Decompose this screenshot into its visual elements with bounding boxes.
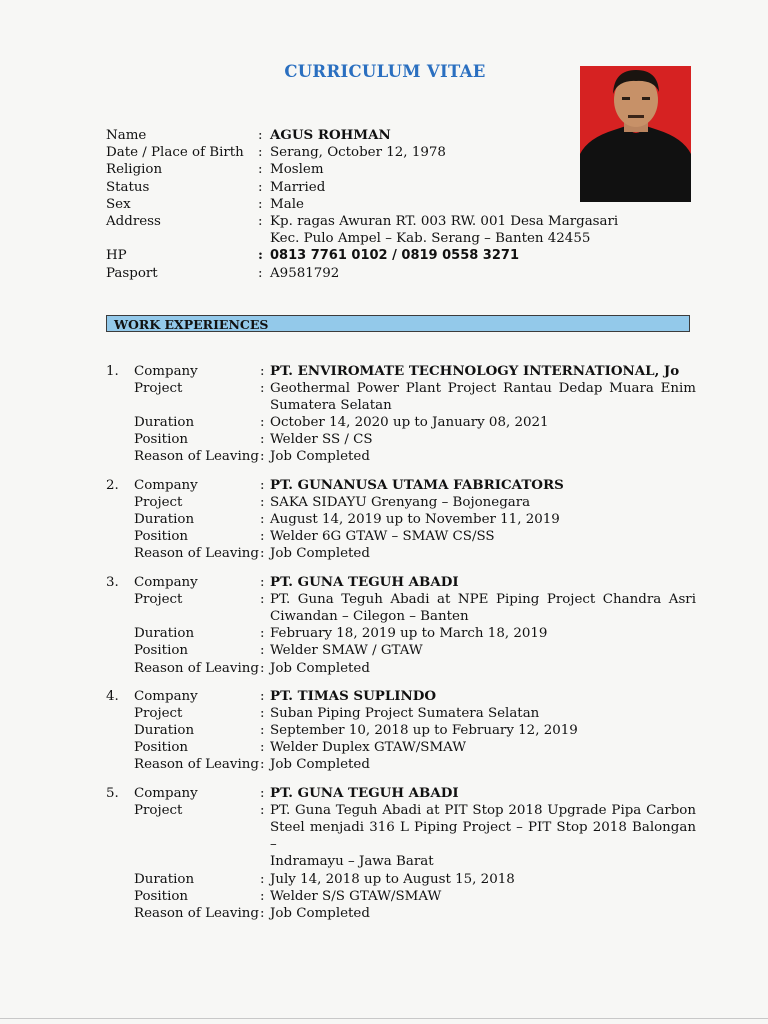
job-number [106, 756, 134, 773]
job-duration-row [106, 414, 696, 431]
name-value: AGUS ROHMAN [270, 127, 391, 143]
job-duration-label: Duration [134, 626, 195, 642]
personal-row-birth [106, 144, 706, 161]
colon: : [260, 495, 265, 511]
personal-row-sex [106, 196, 706, 213]
job-duration-value: October 14, 2020 up to January 08, 2021 [270, 415, 549, 431]
job-reason-row [106, 448, 696, 465]
job-company-label: Company [134, 575, 198, 591]
job-reason-row [106, 660, 696, 677]
job-duration-row [106, 871, 696, 888]
colon: : [260, 592, 265, 608]
job-number [106, 660, 134, 677]
name-label: Name [106, 128, 147, 143]
job-number: 2. [106, 478, 119, 494]
colon: : [260, 643, 265, 659]
colon [260, 819, 270, 853]
job-project-row [106, 608, 696, 625]
job-company-label: Company [134, 364, 198, 379]
job-position-label: Position [134, 529, 189, 545]
job-position-value: Welder SS / CS [270, 432, 373, 448]
colon: : [258, 162, 263, 178]
personal-row-passport [106, 265, 706, 282]
job-reason-value: Job Completed [270, 449, 370, 465]
address-value: Kp. ragas Awuran RT. 003 RW. 001 Desa Margasari [270, 214, 619, 230]
colon: : [260, 660, 265, 676]
job-entry [106, 574, 696, 677]
job-number [106, 448, 134, 465]
job-project-label [134, 853, 260, 870]
job-reason-label: Reason of Leaving [134, 757, 259, 773]
job-duration-value: August 14, 2019 up to November 11, 2019 [270, 512, 560, 528]
colon: : [258, 179, 263, 195]
colon [260, 608, 270, 625]
job-project-value: Geothermal Power Plant Project Rantau Dedap Muara Enim [270, 381, 696, 397]
colon: : [258, 214, 263, 230]
job-number: 1. [106, 364, 119, 379]
job-position-value: Welder SMAW / GTAW [270, 643, 423, 659]
job-number [106, 414, 134, 431]
colon: : [260, 803, 265, 819]
job-company-value: PT. TIMAS SUPLINDO [270, 688, 437, 705]
job-reason-label: Reason of Leaving [134, 660, 259, 676]
job-company-label: Company [134, 786, 198, 802]
job-position-value: Welder 6G GTAW – SMAW CS/SS [270, 529, 495, 545]
colon: : [260, 723, 265, 739]
job-project-row [106, 853, 696, 870]
job-project-label: Project [134, 592, 183, 608]
document-title: CURRICULUM VITAE [284, 62, 486, 81]
colon: : [260, 449, 265, 465]
job-reason-value: Job Completed [270, 546, 370, 562]
job-project-row [106, 380, 696, 397]
colon [260, 853, 270, 870]
job-number [106, 431, 134, 448]
sex-label: Sex [106, 196, 131, 212]
colon: : [260, 871, 265, 887]
job-company-row [106, 688, 696, 705]
job-project-row [106, 397, 696, 414]
colon: : [260, 432, 265, 448]
job-entry [106, 688, 696, 773]
work-experiences-header: WORK EXPERIENCES [106, 315, 690, 332]
job-project-label [134, 397, 260, 414]
colon: : [260, 415, 265, 431]
job-position-label: Position [134, 888, 189, 904]
personal-row-hp [106, 247, 706, 264]
job-position-row [106, 528, 696, 545]
job-project-value: Sumatera Selatan [270, 398, 392, 414]
job-duration-value: September 10, 2018 up to February 12, 2019 [270, 723, 578, 739]
job-project-label: Project [134, 803, 183, 819]
colon: : [258, 128, 263, 143]
colon: : [258, 145, 263, 161]
job-project-label [134, 608, 260, 625]
sex-value: Male [270, 196, 304, 212]
job-number [106, 871, 134, 888]
job-number [106, 642, 134, 659]
hp-value: 0813 7761 0102 / 0819 0558 3271 [270, 248, 519, 264]
job-number [106, 545, 134, 562]
job-number [106, 905, 134, 922]
colon: : [260, 626, 265, 642]
religion-label: Religion [106, 162, 163, 178]
job-project-row [106, 494, 696, 511]
colon [260, 397, 270, 414]
address-label: Address [106, 214, 161, 230]
job-duration-label: Duration [134, 723, 195, 739]
job-reason-value: Job Completed [270, 660, 370, 676]
job-company-value: PT. GUNA TEGUH ABADI [270, 574, 459, 591]
job-project-row [106, 591, 696, 608]
job-project-label: Project [134, 381, 183, 397]
job-number [106, 705, 134, 722]
job-reason-value: Job Completed [270, 905, 370, 921]
job-number [106, 380, 134, 397]
page-edge-divider [0, 1018, 768, 1019]
colon: : [258, 265, 263, 281]
job-number [106, 528, 134, 545]
job-number [106, 888, 134, 905]
job-company-value: PT. GUNANUSA UTAMA FABRICATORS [270, 477, 564, 494]
job-reason-row [106, 756, 696, 773]
job-position-value: Welder Duplex GTAW/SMAW [270, 740, 467, 756]
job-number [106, 397, 134, 414]
job-company-value: PT. ENVIROMATE TECHNOLOGY INTERNATIONAL, Jo [270, 363, 680, 379]
colon: : [260, 478, 265, 494]
job-project-value: Ciwandan – Cilegon – Banten [270, 609, 469, 625]
job-duration-value: February 18, 2019 up to March 18, 2019 [270, 626, 548, 642]
job-duration-label: Duration [134, 415, 195, 431]
job-entry [106, 477, 696, 562]
colon: : [260, 381, 265, 397]
hp-label: HP [106, 248, 127, 264]
job-project-value: Indramayu – Jawa Barat [270, 854, 434, 870]
job-number [106, 511, 134, 528]
personal-row-name [106, 127, 706, 144]
job-company-row [106, 785, 696, 802]
personal-row-religion [106, 161, 706, 178]
job-project-row [106, 705, 696, 722]
job-position-value: Welder S/S GTAW/SMAW [270, 888, 442, 904]
personal-row-address-line2 [106, 230, 706, 247]
status-label: Status [106, 179, 150, 195]
job-company-value: PT. GUNA TEGUH ABADI [270, 785, 459, 802]
colon: : [260, 512, 265, 528]
colon: : [258, 247, 263, 264]
colon: : [260, 689, 265, 705]
job-position-row [106, 431, 696, 448]
job-company-label: Company [134, 689, 198, 705]
job-duration-row [106, 722, 696, 739]
birth-value: Serang, October 12, 1978 [270, 145, 446, 161]
address-value-line2: Kec. Pulo Ampel – Kab. Serang – Banten 42455 [270, 231, 591, 247]
job-number [106, 739, 134, 756]
colon: : [260, 364, 265, 379]
colon: : [260, 740, 265, 756]
job-project-row [106, 819, 696, 853]
job-position-row [106, 739, 696, 756]
job-reason-label: Reason of Leaving [134, 905, 259, 921]
job-duration-row [106, 625, 696, 642]
job-number: 4. [106, 689, 119, 705]
job-number [106, 625, 134, 642]
job-entry [106, 785, 696, 922]
work-experience-list [106, 363, 696, 933]
personal-info [106, 127, 706, 282]
colon: : [258, 196, 263, 212]
job-number [106, 802, 134, 819]
job-company-row [106, 574, 696, 591]
job-project-value: Steel menjadi 316 L Piping Project – PIT Stop 2018 Balongan – [270, 820, 696, 853]
colon: : [260, 575, 265, 591]
job-project-label: Project [134, 706, 183, 722]
job-number [106, 591, 134, 608]
job-company-row [106, 477, 696, 494]
colon: : [260, 546, 265, 562]
job-position-row [106, 642, 696, 659]
colon: : [260, 757, 265, 773]
job-project-label: Project [134, 495, 183, 511]
colon: : [260, 529, 265, 545]
job-number: 3. [106, 575, 119, 591]
job-reason-row [106, 905, 696, 922]
job-position-label: Position [134, 432, 189, 448]
job-number [106, 722, 134, 739]
job-project-row [106, 802, 696, 819]
job-number [106, 819, 134, 853]
colon: : [260, 786, 265, 802]
job-project-value: Suban Piping Project Sumatera Selatan [270, 706, 540, 722]
job-duration-label: Duration [134, 512, 195, 528]
job-company-label: Company [134, 478, 198, 494]
birth-label: Date / Place of Birth [106, 145, 244, 161]
job-reason-value: Job Completed [270, 757, 370, 773]
job-reason-label: Reason of Leaving [134, 546, 259, 562]
job-project-value: SAKA SIDAYU Grenyang – Bojonegara [270, 495, 531, 511]
job-duration-value: July 14, 2018 up to August 15, 2018 [270, 871, 515, 887]
passport-value: A9581792 [270, 265, 340, 281]
job-number [106, 494, 134, 511]
personal-row-status [106, 179, 706, 196]
job-position-label: Position [134, 740, 189, 756]
job-duration-row [106, 511, 696, 528]
job-company-row [106, 363, 696, 380]
colon: : [260, 888, 265, 904]
job-project-value: PT. Guna Teguh Abadi at PIT Stop 2018 Upgrade Pipa Carbon [270, 803, 696, 819]
job-project-value: PT. Guna Teguh Abadi at NPE Piping Project Chandra Asri [270, 592, 696, 608]
job-duration-label: Duration [134, 871, 195, 887]
job-number [106, 608, 134, 625]
religion-value: Moslem [270, 162, 324, 178]
job-reason-row [106, 545, 696, 562]
colon: : [260, 706, 265, 722]
passport-label: Pasport [106, 265, 158, 281]
status-value: Married [270, 179, 326, 195]
job-entry [106, 363, 696, 466]
job-position-label: Position [134, 643, 189, 659]
personal-row-address [106, 213, 706, 230]
colon: : [260, 905, 265, 921]
job-number: 5. [106, 786, 119, 802]
job-number [106, 853, 134, 870]
job-position-row [106, 888, 696, 905]
job-reason-label: Reason of Leaving [134, 449, 259, 465]
job-project-label [134, 819, 260, 853]
